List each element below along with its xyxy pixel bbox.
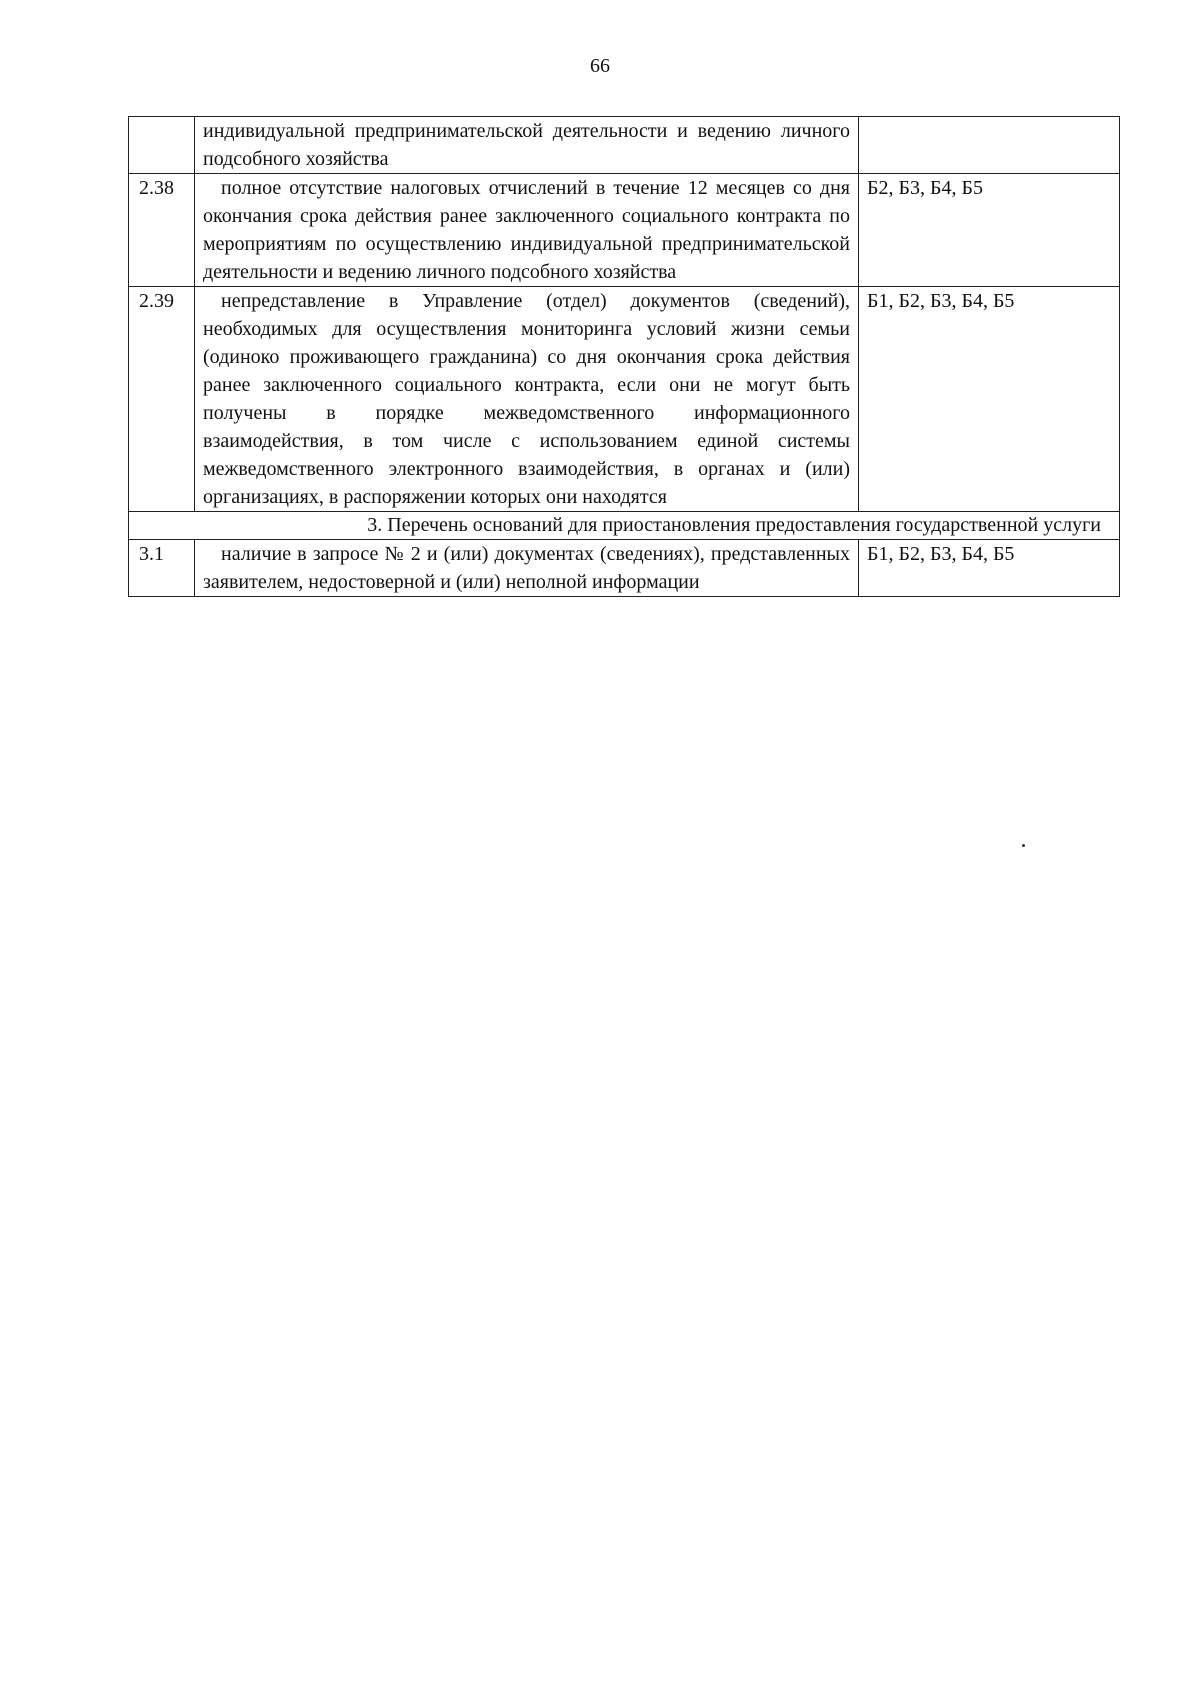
row-grounds: [859, 117, 1120, 174]
row-description: [195, 174, 859, 287]
row-grounds: Б1, Б2, Б3, Б4, Б5: [859, 287, 1120, 512]
row-grounds: Б1, Б2, Б3, Б4, Б5: [859, 540, 1120, 597]
table-row-continuation: [129, 117, 1120, 174]
scan-speck: [1022, 844, 1025, 847]
row-description-text: наличие в запросе № 2 и (или) документах (сведениях), представленных заявителем, недостоверной и (или) неполной информации: [203, 543, 850, 593]
section-heading: 3. Перечень оснований для приостановления предоставления государственной услуги: [129, 512, 1120, 540]
table-row-2-39: [129, 287, 1120, 512]
row-description: индивидуальной предпринимательской деятельности и ведению личного подсобного хозяйства: [195, 117, 859, 174]
table-row-3-1: [129, 540, 1120, 597]
table-row-2-38: [129, 174, 1120, 287]
section-header-row: [129, 512, 1120, 540]
row-number: [129, 117, 195, 174]
row-description: [195, 540, 859, 597]
row-number: 2.38: [129, 174, 195, 287]
row-description: [195, 287, 859, 512]
grounds-table: [128, 116, 1120, 597]
row-description-text: непредставление в Управление (отдел) документов (сведений), необходимых для осуществления мониторинга условий жизни семьи (одиноко проживающего гражданина) со дня окончания срока действия ранее заключенного социального контракта, если они не могут быть получены в порядке межведомственного информационного взаимодействия, в том числе с использованием единой системы межведомственного электронного взаимодействия, в органах и (или) организациях, в распоряжении которых они находятся: [203, 290, 850, 508]
row-grounds: Б2, Б3, Б4, Б5: [859, 174, 1120, 287]
row-number: 3.1: [129, 540, 195, 597]
row-number: 2.39: [129, 287, 195, 512]
page-number: 66: [590, 55, 610, 77]
row-description-text: полное отсутствие налоговых отчислений в течение 12 месяцев со дня окончания срока действия ранее заключенного социального контракта по мероприятиям по осуществлению индивидуальной предпринимательской деятельности и ведению личного подсобного хозяйства: [203, 177, 850, 283]
